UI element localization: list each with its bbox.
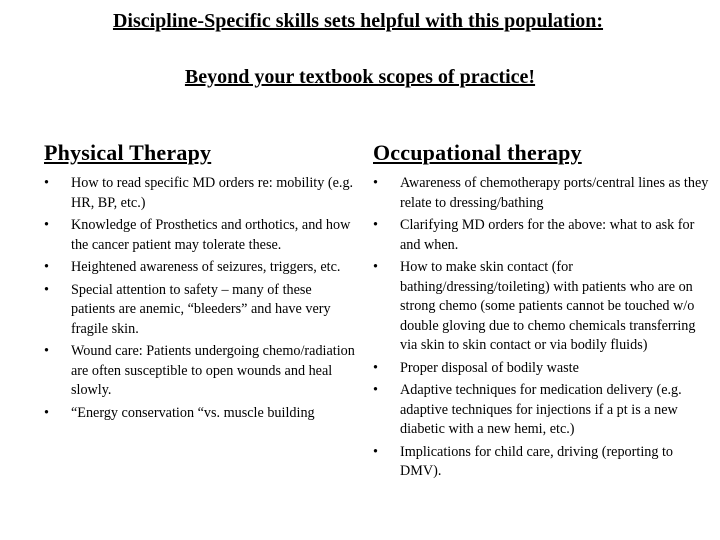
list-item: • Heightened awareness of seizures, triggers, etc.	[44, 258, 356, 278]
bullet-icon: •	[373, 382, 378, 398]
bullet-icon: •	[373, 217, 378, 233]
bullet-icon: •	[44, 175, 49, 191]
list-item: • Wound care: Patients undergoing chemo/radiation are often susceptible to open wounds and heal slowly.	[44, 343, 355, 398]
bullet-icon: •	[44, 259, 49, 275]
list-item: • Awareness of chemotherapy ports/central lines as they relate to dressing/bathing	[373, 175, 709, 211]
list-item: • Clarifying MD orders for the above: what to ask for and when.	[373, 217, 695, 253]
bullet-icon: •	[44, 343, 49, 359]
column-heading: Occupational therapy	[373, 140, 582, 165]
bullet-icon: •	[44, 217, 49, 233]
list-item: • Adaptive techniques for medication delivery (e.g. adaptive techniques for injections if a pt is a new diabetic with a new hemi, etc.)	[373, 382, 682, 437]
column-heading: Physical Therapy	[44, 140, 212, 165]
page-subtitle: Beyond your textbook scopes of practice!	[184, 66, 536, 88]
bullet-list	[373, 174, 713, 482]
bullet-list	[44, 174, 356, 423]
list-item: • Special attention to safety – many of these patients are anemic, “bleeders” and have very fragile skin.	[44, 281, 331, 337]
list-item: • How to make skin contact (for bathing/dressing/toileting) with patients who are on strong chemo (some patients cannot be touched w/o double gloving due to chemo chemicals transferring via skin to skin contact or via bodily fluids)	[373, 259, 696, 353]
page-title: Discipline-Specific skills sets helpful with this population:	[112, 10, 604, 32]
bullet-icon: •	[373, 175, 378, 191]
list-item: • Knowledge of Prosthetics and orthotics, and how the cancer patient may tolerate these.	[44, 217, 351, 253]
physical-therapy-column	[44, 140, 356, 426]
occupational-therapy-column	[373, 140, 713, 485]
list-item: • Proper disposal of bodily waste	[373, 359, 713, 379]
list-item: • “Energy conservation “vs. muscle building	[44, 404, 356, 424]
bullet-icon: •	[44, 281, 49, 298]
bullet-icon: •	[373, 359, 378, 376]
list-item: • How to read specific MD orders re: mobility (e.g. HR, BP, etc.)	[44, 175, 354, 211]
bullet-icon: •	[373, 443, 378, 460]
bullet-icon: •	[373, 259, 378, 275]
list-item: • Implications for child care, driving (reporting to DMV).	[373, 443, 674, 479]
bullet-icon: •	[44, 404, 49, 421]
